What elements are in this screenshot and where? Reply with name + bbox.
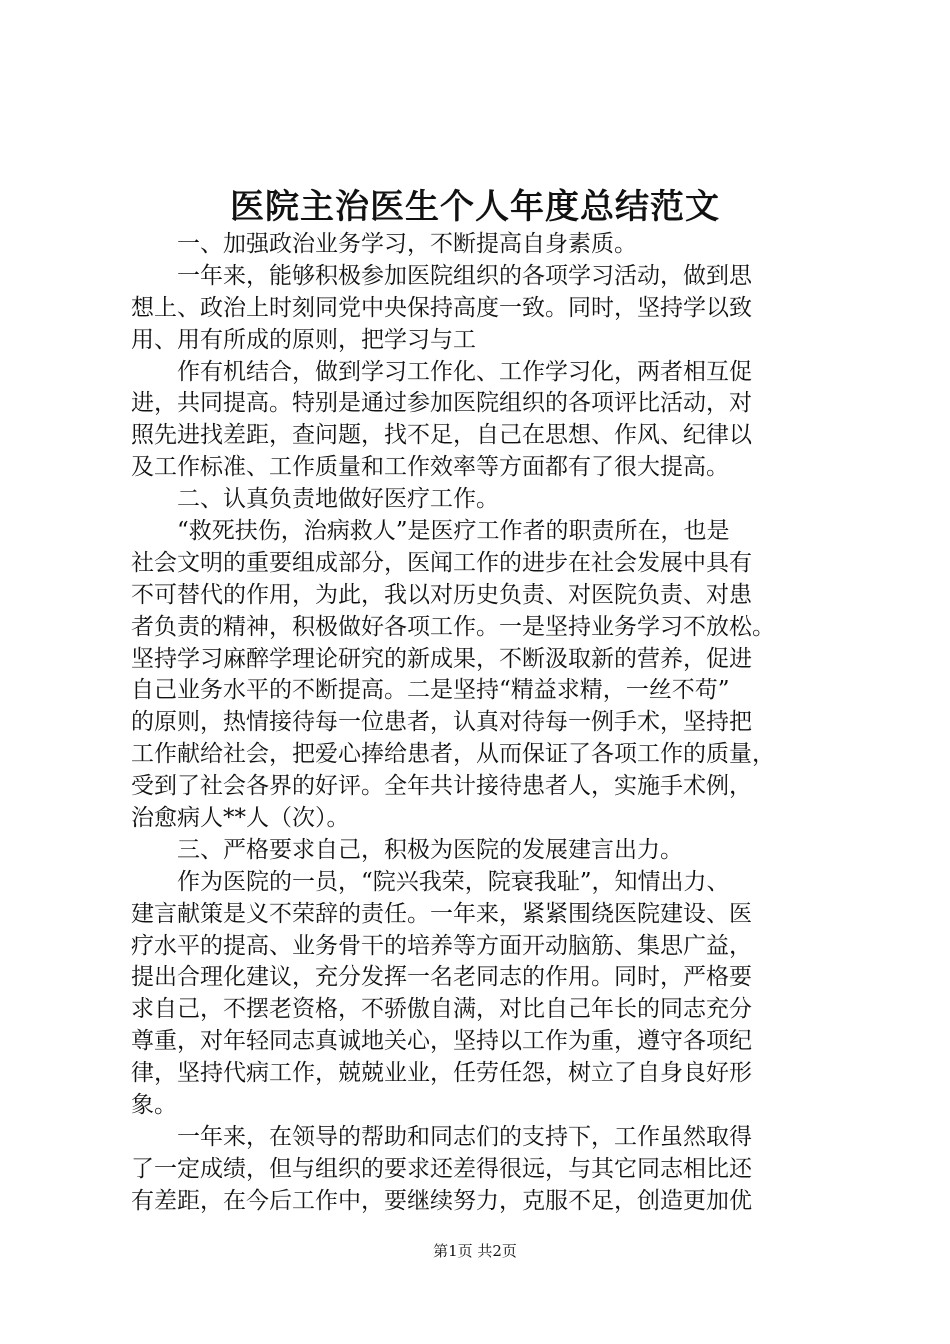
text-line: 治愈病人**人（次）。 [131, 805, 350, 832]
text-line: 受到了社会各界的好评。全年共计接待患者人，实施手术例， [131, 773, 752, 800]
text-line: 照先进找差距，查问题，找不足，自己在思想、作风、纪律以 [131, 422, 752, 449]
text-line: “救死扶伤，治病救人”是医疗工作者的职责所在，也是 [177, 518, 730, 545]
text-line: 了一定成绩，但与组织的要求还差得很远，与其它同志相比还 [131, 1155, 752, 1182]
text-line: 律，坚持代病工作，兢兢业业，任劳任怨，树立了自身良好形 [131, 1060, 752, 1087]
text-line: 想上、政治上时刻同党中央保持高度一致。同时，坚持学以致 [131, 294, 752, 321]
text-line: 三、严格要求自己，积极为医院的发展建言出力。 [177, 836, 683, 863]
text-line: 有差距，在今后工作中，要继续努力，克服不足，创造更加优 [131, 1187, 752, 1214]
document-title: 医院主治医生个人年度总结范文 [230, 187, 720, 227]
text-line: 一年来，能够积极参加医院组织的各项学习活动，做到思 [177, 262, 752, 289]
text-line: 象。 [131, 1092, 177, 1119]
text-line: 自己业务水平的不断提高。二是坚持“精益求精，一丝不苟” [131, 677, 730, 704]
text-line: 进，共同提高。特别是通过参加医院组织的各项评比活动，对 [131, 390, 752, 417]
text-line: 坚持学习麻醉学理论研究的新成果，不断汲取新的营养，促进 [131, 645, 752, 672]
text-line: 二、认真负责地做好医疗工作。 [177, 486, 499, 513]
text-line: 一年来，在领导的帮助和同志们的支持下，工作虽然取得 [177, 1123, 752, 1150]
document-body [131, 229, 831, 1218]
text-line: 及工作标准、工作质量和工作效率等方面都有了很大提高。 [131, 454, 729, 481]
text-line: 尊重，对年轻同志真诚地关心，坚持以工作为重，遵守各项纪 [131, 1028, 752, 1055]
text-line: 建言献策是义不荣辞的责任。一年来，紧紧围绕医院建设、医 [131, 900, 752, 927]
text-line: 的原则，热情接待每一位患者，认真对待每一例手术，坚持把 [131, 709, 752, 736]
page-footer: 第1页 共2页 [433, 1242, 517, 1260]
text-line: 用、用有所成的原则，把学习与工 [131, 326, 476, 353]
text-line: 疗水平的提高、业务骨干的培养等方面开动脑筋、集思广益， [131, 932, 752, 959]
text-line: 提出合理化建议，充分发挥一名老同志的作用。同时，严格要 [131, 964, 752, 991]
text-line: 一、加强政治业务学习，不断提高自身素质。 [177, 231, 637, 257]
text-line: 社会文明的重要组成部分，医闻工作的进步在社会发展中具有 [131, 549, 752, 576]
text-line: 不可替代的作用，为此，我以对历史负责、对医院负责、对患 [131, 581, 752, 608]
text-line: 求自己，不摆老资格，不骄傲自满，对比自己年长的同志充分 [131, 996, 752, 1023]
text-line: 作有机结合，做到学习工作化、工作学习化，两者相互促 [177, 358, 752, 385]
text-line: 者负责的精神，积极做好各项工作。一是坚持业务学习不放松。 [131, 613, 775, 640]
text-line: 作为医院的一员，“院兴我荣，院衰我耻”，知情出力、 [177, 868, 730, 895]
text-line: 工作献给社会，把爱心捧给患者，从而保证了各项工作的质量， [131, 741, 775, 768]
